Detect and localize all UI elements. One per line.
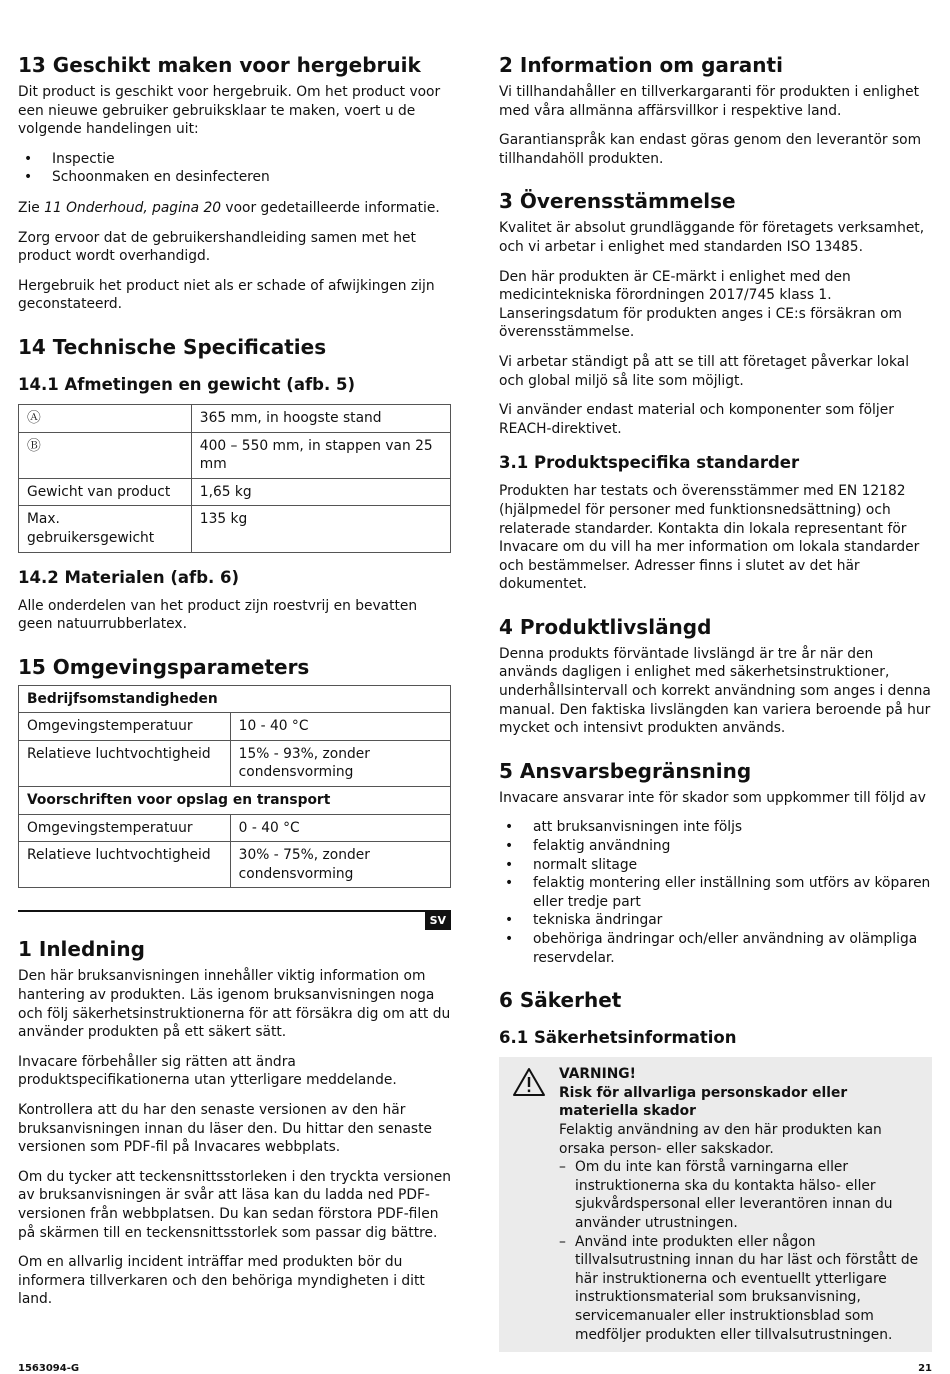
paragraph: Vi tillhandahåller en tillverkargaranti för produkten i enlighet med våra allmänna affärsvillkor i respektive land. <box>499 84 919 119</box>
list-item: • felaktig montering eller inställning som utförs av köparen eller tredje part <box>499 874 932 911</box>
table-cell: Relatieve luchtvochtigheid <box>19 740 231 786</box>
list-item: • Schoonmaken en desinfecteren <box>18 168 451 187</box>
table-cell: Omgevingstemperatuur <box>19 713 231 741</box>
table-row <box>19 740 451 786</box>
paragraph: Zorg ervoor dat de gebruikershandleiding samen met het product wordt overhandigd. <box>18 229 416 265</box>
section-heading: 14 Technische Specificaties <box>18 334 327 359</box>
table-cell: 365 mm, in hoogste stand <box>191 404 450 432</box>
paragraph: Invacare förbehåller sig rätten att ändra produktspecifikationerna utan ytterligare meddelande. <box>18 1053 397 1089</box>
bullet-list <box>499 818 932 967</box>
table-row <box>19 787 451 815</box>
subsection-heading: 14.2 Materialen (afb. 6) <box>18 567 240 587</box>
section-heading: 2 Information om garanti <box>499 53 783 77</box>
dash-marker: – <box>559 1159 566 1176</box>
paragraph: Produkten har testats och överensstämmer med EN 12182 (hjälpmedel för personer med funktionsnedsättning) och relaterade standarder. Kontakta din lokala representant för Invacare om du vill ha mer information om lokala standarder och bestämmelser. Adresser finns i slutet av det här dokumentet. <box>499 483 920 593</box>
warning-item <box>559 1233 924 1345</box>
dash-marker: – <box>559 1233 566 1250</box>
list-item: • tekniska ändringar <box>499 911 932 930</box>
paragraph: Hergebruik het product niet als er schade of afwijkingen zijn geconstateerd. <box>18 277 435 313</box>
table-row <box>19 506 451 552</box>
table-group-header: Voorschriften voor opslag en transport <box>19 787 451 815</box>
paragraph: Den här produkten är CE-märkt i enlighet med den medicintekniska förordningen 2017/745 klass 1. Lanseringsdatum för produkten anges i CE:s försäkran om överensstämmelse. <box>499 268 902 341</box>
table-row <box>19 685 451 713</box>
paragraph: Garantianspråk kan endast göras genom den leverantör som tillhandahöll produkten. <box>499 132 922 167</box>
language-badge: SV <box>425 912 451 930</box>
left-column <box>18 52 451 1320</box>
language-divider <box>18 910 451 930</box>
section-heading: 13 Geschikt maken voor hergebruik <box>18 53 421 77</box>
section-heading: 5 Ansvarsbegränsning <box>499 758 752 783</box>
cross-reference-link[interactable]: 11 Onderhoud, pagina 20 <box>44 199 222 216</box>
table-row <box>19 478 451 506</box>
footer-doc-id: 1563094-G <box>18 1363 80 1374</box>
list-item: • obehöriga ändringar och/eller användning av olämpliga reservdelar. <box>499 930 932 967</box>
table-cell: 135 kg <box>191 506 450 552</box>
table-cell: Ⓐ <box>19 404 192 432</box>
table-cell: Max. gebruikersgewicht <box>19 506 192 552</box>
paragraph-reference <box>18 199 451 218</box>
warning-triangle-icon <box>499 1065 559 1344</box>
table-cell: 0 - 40 °C <box>230 814 450 842</box>
table-cell: 10 - 40 °C <box>230 713 450 741</box>
paragraph: Kontrollera att du har den senaste versionen av den här bruksanvisningen innan du läser den. Du hittar den senaste versionen som PDF-fil på Invacares webbplats. <box>18 1102 433 1156</box>
warning-box <box>499 1057 932 1352</box>
list-item: • Inspectie <box>18 150 451 169</box>
table-cell: Relatieve luchtvochtigheid <box>19 842 231 888</box>
subsection-heading: 6.1 Säkerhetsinformation <box>499 1028 737 1048</box>
paragraph: Vi använder endast material och komponenter som följer REACH-direktivet. <box>499 402 894 437</box>
warning-item <box>559 1158 924 1232</box>
warning-title: VARNING! <box>559 1066 636 1083</box>
paragraph: Denna produkts förväntade livslängd är tre år när den används dagligen i enlighet med säkerhetsinstruktioner, underhållsintervall och korrekt användning som anges i denna manual. Den faktiska livslängden kan variera beroende på hur mycket och intensivt produkten används. <box>499 645 931 737</box>
section-heading: 4 Produktlivslängd <box>499 614 712 639</box>
table-group-header: Bedrijfsomstandigheden <box>19 685 451 713</box>
table-row <box>19 432 451 478</box>
paragraph: Alle onderdelen van het product zijn roestvrij en bevatten geen natuurrubberlatex. <box>18 597 418 633</box>
paragraph: Den här bruksanvisningen innehåller viktig information om hantering av produkten. Läs igenom bruksanvisningen noga och följ säkerhetsinstruktionerna för att försäkra dig om att du använder produkten på ett säkert sätt. <box>18 968 451 1041</box>
list-item: • normalt slitage <box>499 856 932 875</box>
paragraph: Invacare ansvarar inte för skador som uppkommer till följd av <box>499 789 926 806</box>
warning-subtitle: Risk för allvarliga personskador eller materiella skador <box>559 1084 848 1120</box>
subsection-heading: 3.1 Produktspecifika standarder <box>499 453 800 473</box>
paragraph: Om en allvarlig incident inträffar med produkten bör du informera tillverkaren och den behöriga myndigheten i ditt land. <box>18 1254 425 1308</box>
warning-content <box>559 1065 924 1344</box>
section-heading: 1 Inledning <box>18 937 145 962</box>
dimensions-table <box>18 404 451 553</box>
table-row <box>19 842 451 888</box>
section-heading: 15 Omgevingsparameters <box>18 654 310 679</box>
table-cell: 30% - 75%, zonder condensvorming <box>230 842 450 888</box>
paragraph: Om du tycker att teckensnittsstorleken i den tryckta versionen av bruksanvisningen är svår att läsa kan du ladda ned PDF-versionen från webbplatsen. Du kan sedan förstora PDF-filen på skärmen till en teckensnittsstorlek som passar dig bättre. <box>18 1168 452 1241</box>
table-cell: 1,65 kg <box>191 478 450 506</box>
table-row <box>19 713 451 741</box>
paragraph: Vi arbetar ständigt på att se till att företaget påverkar lokal och global miljö så lite som möjligt. <box>499 353 910 389</box>
paragraph: Kvalitet är absolut grundläggande för företagets verksamhet, och vi arbetar i enlighet med standarden ISO 13485. <box>499 220 925 255</box>
environment-table <box>18 685 451 889</box>
table-cell: Gewicht van product <box>19 478 192 506</box>
text: voor gedetailleerde informatie. <box>221 199 440 216</box>
table-row <box>19 814 451 842</box>
bullet-list <box>18 150 451 187</box>
table-cell: 15% - 93%, zonder condensvorming <box>230 740 450 786</box>
warning-text: Felaktig användning av den här produkten kan orsaka person- eller sakskador. <box>559 1121 882 1157</box>
footer-page-number: 21 <box>918 1363 932 1374</box>
table-cell: 400 – 550 mm, in stappen van 25 mm <box>191 432 450 478</box>
table-cell: Ⓑ <box>19 432 192 478</box>
list-item: • felaktig användning <box>499 837 932 856</box>
right-column <box>499 52 932 1352</box>
section-heading: 6 Säkerhet <box>499 988 622 1013</box>
paragraph: Dit product is geschikt voor hergebruik. Om het product voor een nieuwe gebruiker gebruiksklaar te maken, voert u de volgende handelingen uit: <box>18 84 441 138</box>
text: Zie <box>18 199 45 216</box>
section-heading: 3 Överensstämmelse <box>499 189 736 214</box>
list-item: • att bruksanvisningen inte följs <box>499 818 932 837</box>
warning-item-text: Om du inte kan förstå varningarna eller instruktionerna ska du kontakta hälso- eller sjukvårdspersonal eller leverantören innan du använder utrustningen. <box>575 1159 893 1231</box>
table-row <box>19 404 451 432</box>
subsection-heading: 14.1 Afmetingen en gewicht (afb. 5) <box>18 374 356 394</box>
table-cell: Omgevingstemperatuur <box>19 814 231 842</box>
warning-item-text: Använd inte produkten eller någon tillvalsutrustning innan du har läst och förstått de här instruktionerna och eventuellt ytterligare instruktionsmaterial som bruksanvisning, servicemanualer eller instruktionsblad som medföljer produkten eller tillvalsutrustningen. <box>575 1233 919 1343</box>
